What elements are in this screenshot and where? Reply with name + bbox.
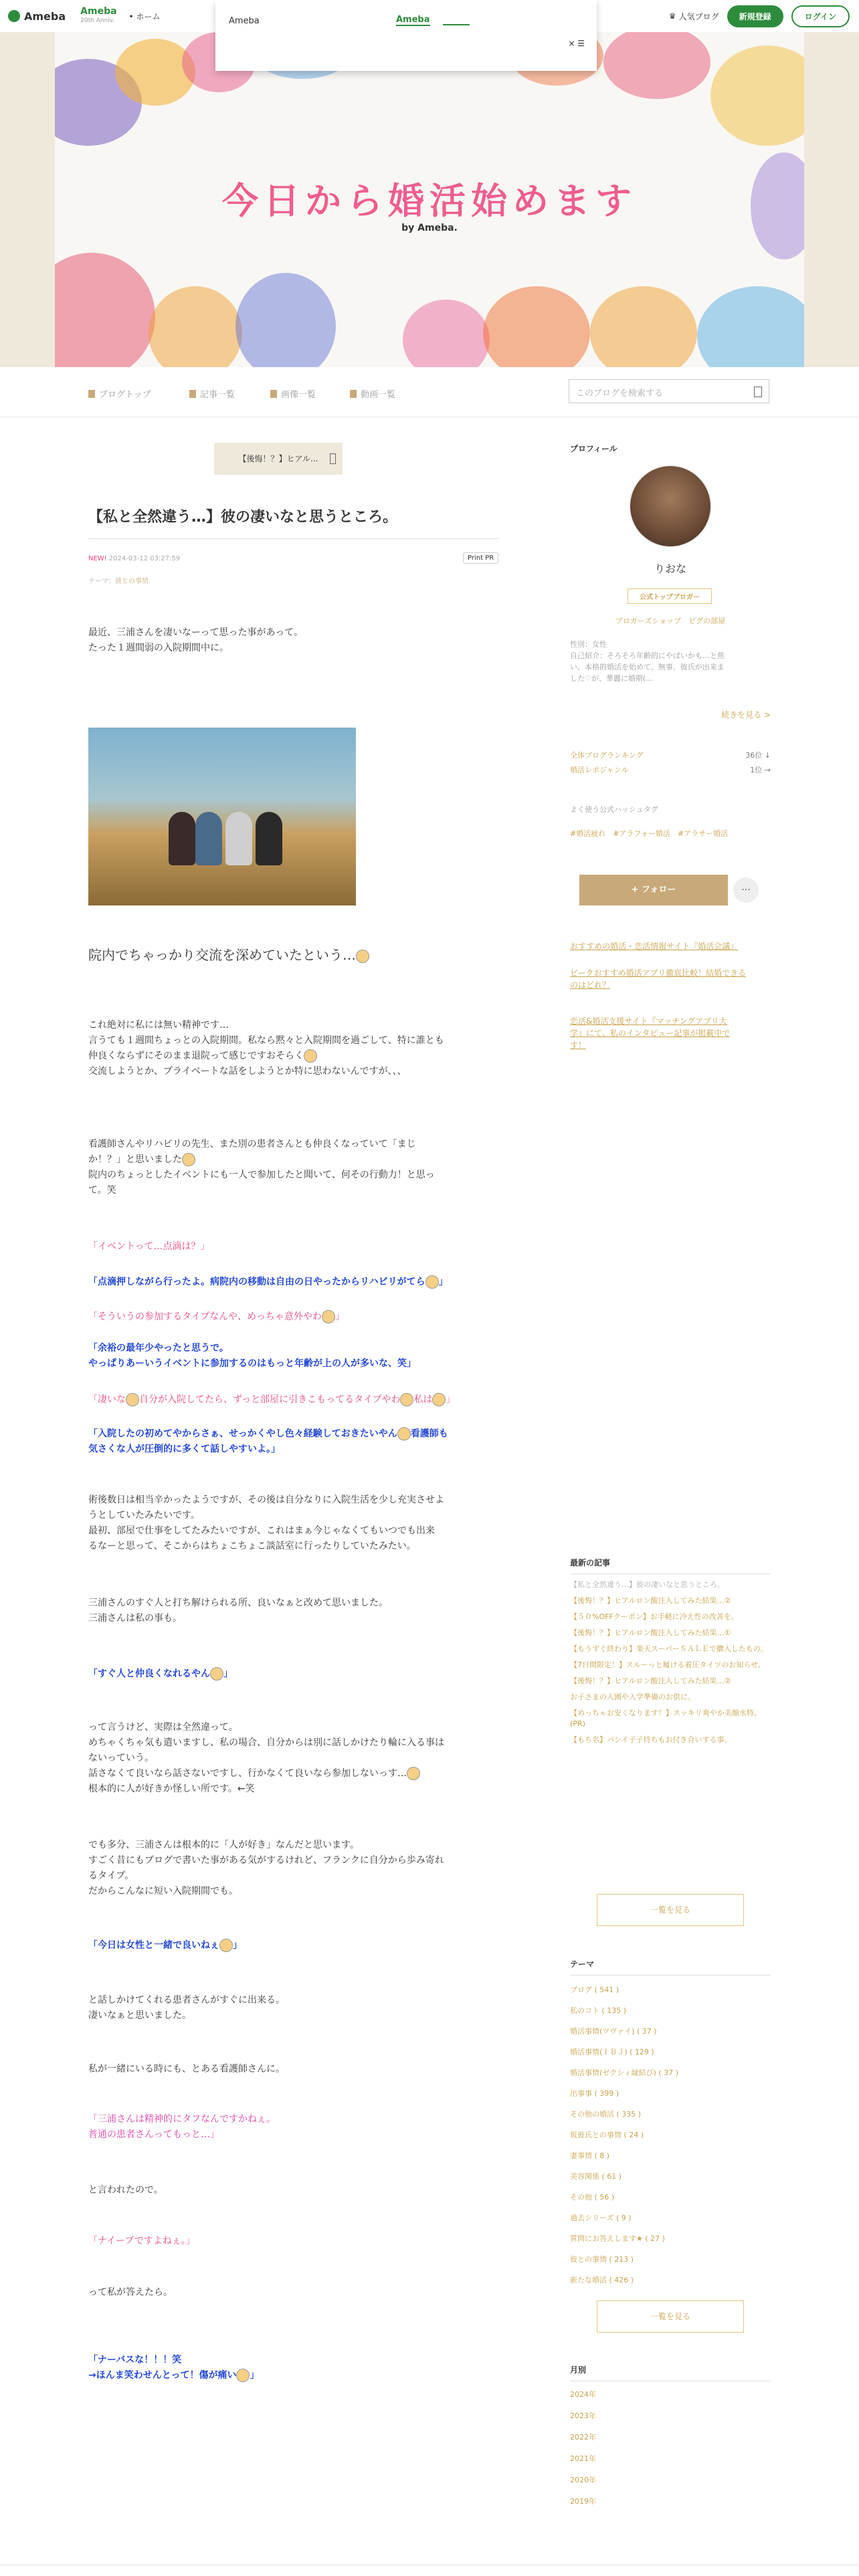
dialogue-7: 「すぐ人と仲良くなれるやん 」 — [88, 1669, 233, 1679]
home-label: ホーム — [136, 11, 161, 21]
title-divider — [88, 538, 499, 539]
recent-see-all-button[interactable]: 一覧を見る — [597, 1894, 744, 1926]
profile-name[interactable]: りおな — [654, 562, 686, 575]
recent-entry[interactable]: 【7日間限定！】スルーっと履ける着圧タイツのお知らせ。 — [570, 1660, 765, 1669]
theme-item[interactable]: 過去シリーズ ( 9 ) — [570, 2214, 632, 2222]
dialogue-4: 「余裕の最年少やったと思うで。 やっぱりあーいうイベントに参加するのはもっと年齢が上の人が多いな、笑」 — [88, 1343, 416, 1369]
dialogue-3: 「そういうの参加するタイプなんや、めっちゃ意外やわ 」 — [88, 1311, 345, 1322]
month-item[interactable]: 2023年 — [570, 2411, 596, 2420]
crown-icon: ♛ — [668, 11, 676, 21]
theme-item[interactable]: 新たな婚活 ( 426 ) — [570, 2276, 634, 2284]
official-blogger-badge[interactable]: 公式トップブロガー — [628, 588, 712, 604]
theme-item[interactable]: 仮彼氏との事情 ( 24 ) — [570, 2131, 644, 2139]
face-emoji-icon — [126, 1393, 139, 1406]
register-button[interactable]: 新規登録 — [727, 5, 783, 27]
recent-entry[interactable]: 【後悔！？】ヒアルロン酸注入してみた結果…② — [570, 1677, 731, 1685]
hashtag-heading: よく使う公式ハッシュタグ — [570, 805, 658, 814]
paragraph-2: これ絶対に私には無い精神です… 言うても１週間ちょっとの入院期間。私なら黙々と入院期間を過ごして、特に誰とも 仲良くならずにそのまま退院って感じですおそらく 交流しようとか、プライベートな話をしようとか特に思わないんですが、、、 — [88, 1020, 444, 1077]
face-emoji-icon — [432, 1393, 446, 1406]
theme-item[interactable]: 質問にお答えします★ ( 27 ) — [570, 2234, 665, 2243]
photo-person — [195, 812, 222, 865]
month-archive — [570, 2364, 771, 2512]
ameba-logo-icon — [8, 10, 20, 22]
paragraph-3: 看護師さんやリハビリの先生、また別の患者さんとも仲良くなっていて「まじ か！？」と思いました 院内のちょっとしたイベントにも一人で参加したと聞いて、何その行動力！と思っ て。笑 — [88, 1139, 435, 1196]
anniversary-logo[interactable] — [80, 7, 116, 25]
follow-button[interactable]: + フォロー — [579, 875, 728, 905]
face-emoji-icon — [425, 1275, 439, 1289]
home-link[interactable]: • ホーム — [128, 11, 161, 21]
new-badge: NEW! — [88, 555, 107, 562]
month-item[interactable]: 2022年 — [570, 2433, 596, 2442]
profile-more-link[interactable]: 続きを見る > — [721, 710, 771, 720]
print-pr-button[interactable]: Print PR — [463, 552, 498, 564]
face-emoji-icon — [210, 1667, 223, 1681]
recent-entry[interactable]: 【もうすぐ終わり】楽天スーパーＳＡＬＥで購入したもの。 — [570, 1644, 768, 1653]
recent-entry[interactable]: 【もち名】パシイ子子持ちもお付き合いする事。 — [570, 1735, 732, 1744]
entry-theme — [88, 575, 149, 585]
dialogue-11: 「ナーバスな！！！笑 →ほんま笑わせんとって！傷が痛い 」 — [88, 2355, 260, 2381]
recent-entry[interactable]: お子さまの入園や入学準備のお供に。 — [570, 1693, 695, 1701]
profile-heading: プロフィール — [570, 444, 617, 453]
nav-entries-label: 記事一覧 — [200, 390, 235, 400]
theme-item[interactable]: 出事事 ( 399 ) — [570, 2089, 619, 2098]
login-button[interactable]: ログイン — [791, 5, 850, 27]
theme-item[interactable]: 私のコト ( 135 ) — [570, 2006, 627, 2015]
paragraph-7: でも多分、三浦さんは根本的に「人が好き」なんだと思います。 すごく昔にもブログで書いた事がある気がするけれど、フランクに自分から歩み寄れ るタイプ。 だからこんなに短い入院期間でも。 — [88, 1840, 444, 1897]
month-item[interactable]: 2024年 — [570, 2390, 596, 2399]
anniversary-sub: 20th Anniv. — [80, 17, 115, 24]
theme-heading: テーマ — [570, 1958, 771, 1975]
face-emoji-icon — [304, 1049, 317, 1063]
blog-by: by Ameba. — [401, 223, 458, 233]
theme-item[interactable]: 婚活事情(ゼクシィ縁結び) ( 37 ) — [570, 2068, 678, 2077]
blog-title: 今日から婚活始めます — [222, 180, 637, 222]
anniversary-text: Ameba — [80, 6, 117, 17]
nav-videos[interactable] — [350, 387, 395, 400]
theme-item[interactable]: 婚活事情(ツヴァイ) ( 37 ) — [570, 2027, 657, 2036]
entry-heading: 院内でちゃっかり交流を深めていたという… — [88, 944, 499, 964]
search-icon[interactable] — [754, 387, 762, 397]
recent-entry[interactable]: 【後悔！？】ヒアルロン酸注入してみた結果…② — [570, 1596, 731, 1605]
theme-item[interactable]: 美容関係 ( 61 ) — [570, 2172, 622, 2181]
entry-photo[interactable] — [88, 728, 356, 905]
face-emoji-icon — [407, 1767, 420, 1780]
theme-label: テーマ： — [88, 578, 115, 585]
dialogue-9: 「三浦さんは精神的にタフなんですかねぇ。 普通の患者さんってもっと…」 — [88, 2114, 276, 2140]
search-placeholder: このブログを検索する — [576, 389, 664, 399]
hashtag-list[interactable]: #婚活疲れ #アラフォー婚活 #アラサー婚活 — [570, 829, 729, 838]
recent-entry[interactable]: 【５０%OFFクーポン】お手軽に冷え性の改善を。 — [570, 1612, 739, 1621]
recent-entry[interactable]: 【めっちゃお安くなります！】スッキリ爽やか美顔水特。(PR) — [570, 1709, 761, 1728]
face-emoji-icon — [236, 2369, 250, 2382]
theme-item[interactable]: 彼との事情 ( 213 ) — [570, 2255, 634, 2264]
recent-heading: 最新の記事 — [570, 1557, 771, 1574]
close-icon: × — [568, 39, 575, 48]
dialogue-5: 「凄いな 自分が入院してたら、ずっと部屋に引きこもってるタイプやわ 私は 」 — [88, 1394, 456, 1405]
pr-text: 【後悔！？】ヒアル... — [238, 454, 318, 463]
ameba-logo-text: Ameba — [24, 9, 66, 23]
pr-box[interactable] — [214, 443, 343, 475]
header-actions — [669, 5, 850, 27]
blog-search-input[interactable] — [569, 379, 769, 403]
popup-underline — [443, 24, 470, 25]
theme-item[interactable]: 婚活事情(ＩＢＪ) ( 129 ) — [570, 2048, 654, 2056]
home-icon — [88, 390, 95, 398]
dialogue-8: 「今日は女性と一緒で良いねぇ 」 — [88, 1940, 242, 1951]
entry-meta — [88, 555, 180, 562]
dialogue-10: 「ナイーブですよねぇ。」 — [88, 2236, 195, 2246]
profile-sublinks[interactable]: ブロガーズショップ ピグの部屋 — [615, 617, 726, 625]
entry-title: 【私と全然違う…】彼の凄いなと思うところ。 — [88, 509, 398, 526]
theme-see-all-button[interactable]: 一覧を見る — [597, 2300, 744, 2333]
recent-entry[interactable]: 【私と全然違う…】彼の凄いなと思うところ。 — [570, 1580, 725, 1589]
paragraph-11: って私が答えたら。 — [88, 2287, 173, 2298]
ad-link-2[interactable]: ピークおすすめ婚活アプリ徹底比較！結婚できる のはどれ？ — [570, 968, 747, 990]
dialogue-6: 「入院したの初めてやからさぁ、せっかくやし色々経験しておきたいやん 看護師も 気さくな人が圧倒的に多くて話しやすいよ。」 — [88, 1428, 448, 1455]
paragraph-10: と言われたので。 — [88, 2185, 163, 2195]
blog-header-image[interactable] — [55, 32, 804, 367]
nav-images[interactable] — [270, 387, 316, 400]
ranking-overall[interactable]: 全体ブログランキング 36位 ↓ — [570, 751, 771, 760]
paragraph-9: 私が一緒にいる時にも、とある看護師さんに。 — [88, 2064, 285, 2074]
month-item[interactable]: 2019年 — [570, 2497, 596, 2506]
photo-person — [225, 812, 252, 865]
face-emoji-icon — [322, 1310, 335, 1323]
theme-item[interactable]: ブログ ( 541 ) — [570, 1985, 619, 1994]
ad-link-1[interactable]: おすすめの婚活・恋活情報サイト『婚活会議』 — [570, 942, 739, 951]
theme-item[interactable]: その他の婚活 ( 335 ) — [570, 2110, 642, 2119]
entry-datetime: 2024-03-12 03:27:59 — [108, 555, 181, 562]
recent-entries — [570, 1557, 771, 1745]
ad-link-3[interactable]: 恋活&婚活支援サイト『マッチングアプリ大 学』にて、私のインタビュー記事が掲載中で す！ — [570, 1016, 731, 1050]
photo-person — [169, 812, 195, 865]
face-emoji-icon — [219, 1939, 233, 1952]
face-emoji-icon — [356, 950, 369, 963]
nav-entries[interactable] — [189, 387, 235, 400]
popup-link[interactable]: Ameba — [396, 15, 430, 25]
theme-item[interactable]: その他 ( 56 ) — [570, 2193, 615, 2202]
dialogue-1: 「イベントって…点滴は？」 — [88, 1241, 210, 1252]
ameba-logo[interactable] — [8, 10, 66, 23]
document-icon — [189, 390, 196, 398]
bracket-icon — [330, 453, 336, 464]
recent-entry[interactable]: 【後悔！？】ヒアルロン酸注入してみた結果…① — [570, 1628, 731, 1637]
more-options-button[interactable]: ··· — [733, 877, 759, 903]
photo-person — [256, 812, 282, 865]
face-emoji-icon — [182, 1153, 195, 1166]
ranking-genre[interactable]: 婚活レポジャンル 1位 → — [570, 766, 771, 774]
popular-blogs-link[interactable] — [669, 11, 719, 22]
paragraph-1: 最近、三浦さんを凄いなーって思った事があって。 たった１週間弱の入院期間中に。 — [88, 627, 304, 653]
profile-bio: 性別：女性 自己紹介：そろそろ年齢的にやばいかも…と焦 い、本格的婚活を始めて。無事、彼氏が出来ま した♡が、華麗に婚期(... — [570, 640, 725, 683]
month-item[interactable]: 2020年 — [570, 2476, 596, 2484]
avatar[interactable] — [629, 465, 712, 548]
paragraph-5: 三浦さんのすぐ人と打ち解けられる所、良いなぁと改めて思いました。 三浦さんは私の事も。 — [88, 1598, 388, 1624]
month-item[interactable]: 2021年 — [570, 2454, 596, 2463]
paragraph-8: と話しかけてくれる患者さんがすぐに出来る。 凄いなぁと思いました。 — [88, 1995, 285, 2021]
nav-images-label: 画像一覧 — [281, 390, 316, 400]
video-icon — [350, 390, 357, 398]
nav-blog-top-label: ブログトップ — [99, 390, 151, 400]
blog-nav — [0, 367, 859, 417]
popup-close-button[interactable]: × ☰ — [568, 39, 585, 48]
theme-item[interactable]: 妻事情 ( 8 ) — [570, 2151, 610, 2160]
theme-link[interactable]: 彼との事情 — [115, 578, 149, 585]
face-emoji-icon — [397, 1427, 411, 1440]
month-heading: 月別 — [570, 2364, 771, 2381]
nav-videos-label: 動画一覧 — [361, 390, 396, 400]
dialogue-2: 「点滴押しながら行ったよ。病院内の移動は自由の日やったからリハビリがてら 」 — [88, 1277, 448, 1287]
nav-blog-top[interactable] — [88, 387, 151, 400]
paragraph-6: って言うけど、実際は全然違って。 めちゃくちゃ気も遣いますし、私の場合、自分からは別に話しかけたり輪に入る事は ないっていう。 話さなくて良いなら話さないですし、行かなくて良いなら参加しないっす… 根本的に人が好きか怪しい所です。←笑 — [88, 1722, 444, 1794]
paragraph-4: 術後数日は相当辛かったようですが、その後は自分なりに入院生活を少し充実させよ うとしていたみたいです。 最初、部屋で仕事をしてたみたいですが、これはまぁ今じゃなくてもいつでも出来 るなーと思って、そこからはちょこちょこ談話室に行ったりしていたみたい。 — [88, 1495, 444, 1551]
image-icon — [270, 390, 277, 398]
popup-banner — [215, 0, 597, 71]
face-emoji-icon — [400, 1393, 413, 1406]
popular-label: 人気ブログ — [678, 11, 719, 21]
theme-list — [570, 1958, 771, 2290]
popup-label: Ameba — [229, 16, 260, 26]
